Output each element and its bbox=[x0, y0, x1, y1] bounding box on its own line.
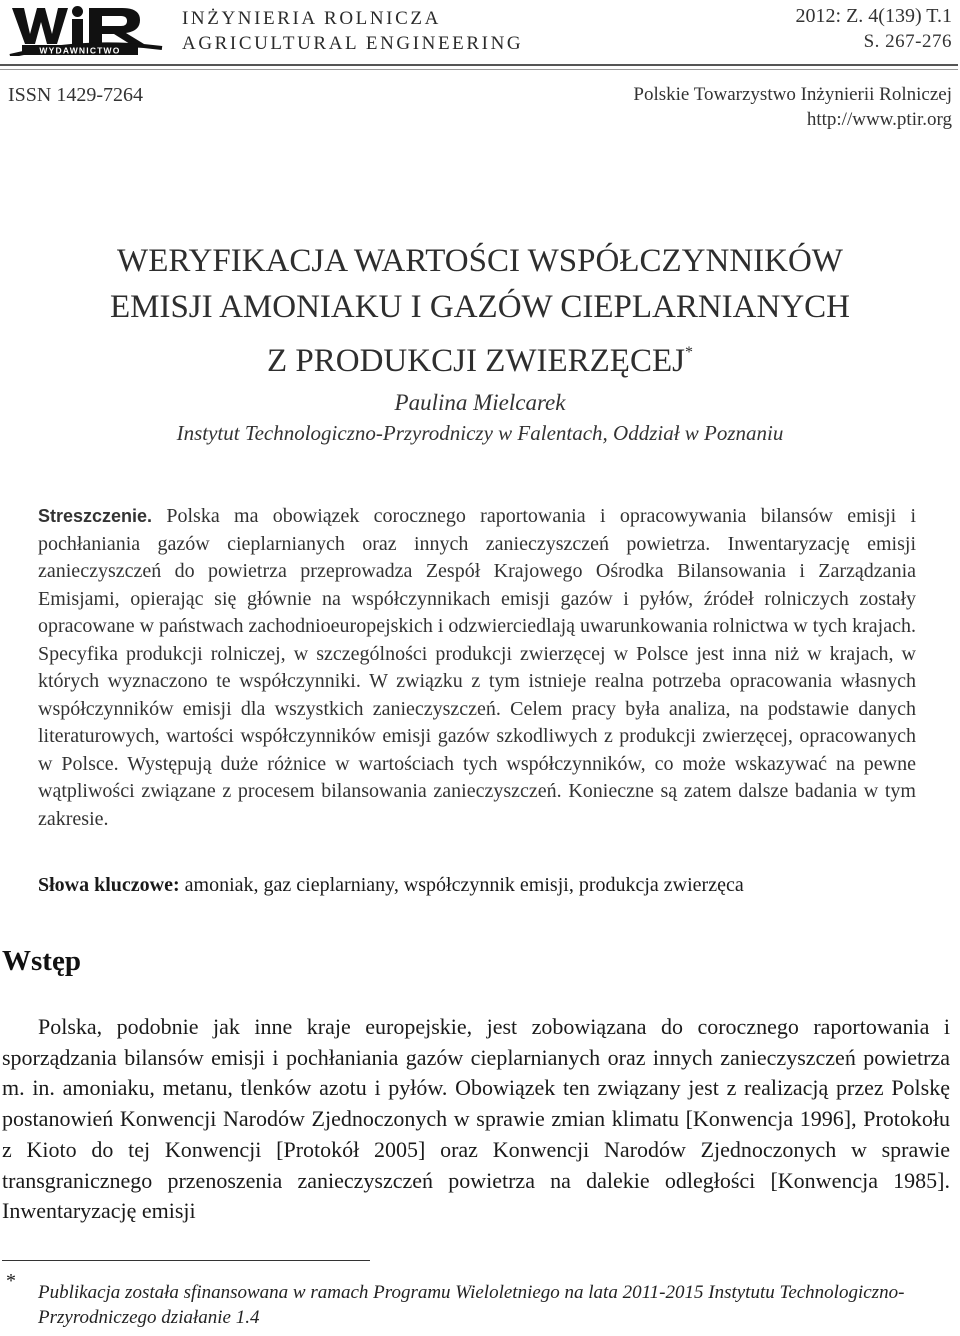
keywords-text: amoniak, gaz cieplarniany, współczynnik emisji, produkcja zwierzęca bbox=[184, 874, 744, 896]
journal-name bbox=[182, 6, 523, 56]
logo-subtext: WYDAWNICTWO bbox=[39, 45, 121, 56]
paper-title bbox=[0, 238, 960, 384]
publisher-logo bbox=[6, 4, 166, 56]
title-line-3-text: Z PRODUKCJI ZWIERZĘCEJ bbox=[267, 343, 685, 379]
society-info bbox=[633, 82, 952, 132]
keywords-label: Słowa kluczowe: bbox=[38, 874, 180, 896]
title-line-1: WERYFIKACJA WARTOŚCI WSPÓŁCZYNNIKÓW bbox=[117, 243, 843, 279]
footnote-rule bbox=[2, 1260, 370, 1261]
society-website: http://www.ptir.org bbox=[806, 109, 952, 130]
page-range: S. 267-276 bbox=[863, 31, 952, 52]
issn: ISSN 1429-7264 bbox=[8, 84, 144, 106]
logo-text: WiR bbox=[86, 27, 90, 29]
journal-name-pl: INŻYNIERIA ROLNICZA bbox=[182, 8, 441, 29]
society-name: Polskie Towarzystwo Inżynierii Rolniczej bbox=[633, 84, 952, 105]
abstract bbox=[38, 503, 916, 833]
abstract-text: Polska ma obowiązek corocznego raportowania i opracowywania bilansów emisji i pochłaniania gazów cieplarnianych oraz innych zanieczyszczeń powietrza. Inwentaryzację emisji zanieczyszczeń do powietrza przeprowadza Zespół Krajowego Ośrodka Bilansowania i Zarządzania Emisjami, opierając się głównie na współczynnikach emisji gazów i pyłów, źródeł rolniczych zostały opracowane w państwach zachodnioeuropejskich i odzwierciedlają uwarunkowania rolnictwa w tych krajach. Specyfika produkcji rolniczej, w szczególności produkcji zwierzęcej w Polsce jest inna niż w krajach, w których wyznaczono te współczynniki. W związku z tym istnieje realna potrzeba opracowania własnych współczynników emisji dla wszystkich zanieczyszczeń. Celem pracy była analiza, na podstawie danych literaturowych, wartości współczynników emisji gazów szkodliwych z produkcji zwierzęcej, opracowanych w Polsce. Występują duże różnice w wartościach tych współczynników, co może wskazywać na pewne wątpliwości związane z procesem bilansowania zanieczyszczeń. Konieczne są zatem dalsze badania w tym zakresie. bbox=[38, 505, 916, 830]
footnote-mark: * bbox=[6, 1270, 16, 1292]
author-affiliation: Instytut Technologiczno-Przyrodniczy w Falentach, Oddział w Poznaniu bbox=[176, 421, 784, 445]
keywords bbox=[38, 872, 938, 898]
issue-number: 2012: Z. 4(139) T.1 bbox=[795, 5, 952, 27]
title-footnote-mark: * bbox=[684, 344, 693, 361]
title-line-3 bbox=[0, 330, 960, 384]
author-name: Paulina Mielcarek bbox=[394, 390, 566, 415]
intro-paragraph: Polska, podobnie jak inne kraje europejskie, jest zobowiązana do corocznego raportowania i sporządzania bilansów emisji i pochłaniania gazów cieplarnianych oraz innych zanieczyszczeń powietrza m. in. amoniaku, metanu, tlenków azotu i pyłów. Obowiązek ten związany jest z realizacją przez Polskę postanowień Konwencji Narodów Zjednoczonych w sprawie zmian klimatu [Konwencja 1996], Protokołu z Kioto do tej Konwencji [Protokół 2005] oraz Konwencji Narodów Zjednoczonych w sprawie transgranicznego przenoszenia zanieczyszczeń powietrza na dalekie odległości [Konwencja 1985]. Inwentaryzację emisji bbox=[2, 1014, 950, 1224]
section-heading-intro: Wstęp bbox=[2, 945, 81, 977]
header-rule-thin bbox=[0, 69, 958, 70]
header-rule bbox=[0, 64, 958, 66]
footnote-text: Publikacja została sfinansowana w ramach Programu Wieloletniego na lata 2011-2015 Instytutu Technologiczno-Przyrodniczego działanie 1.4 bbox=[38, 1282, 905, 1328]
title-line-2: EMISJI AMONIAKU I GAZÓW CIEPLARNIANYCH bbox=[109, 289, 851, 325]
journal-name-en: AGRICULTURAL ENGINEERING bbox=[182, 33, 524, 54]
abstract-label: Streszczenie. bbox=[38, 506, 153, 526]
